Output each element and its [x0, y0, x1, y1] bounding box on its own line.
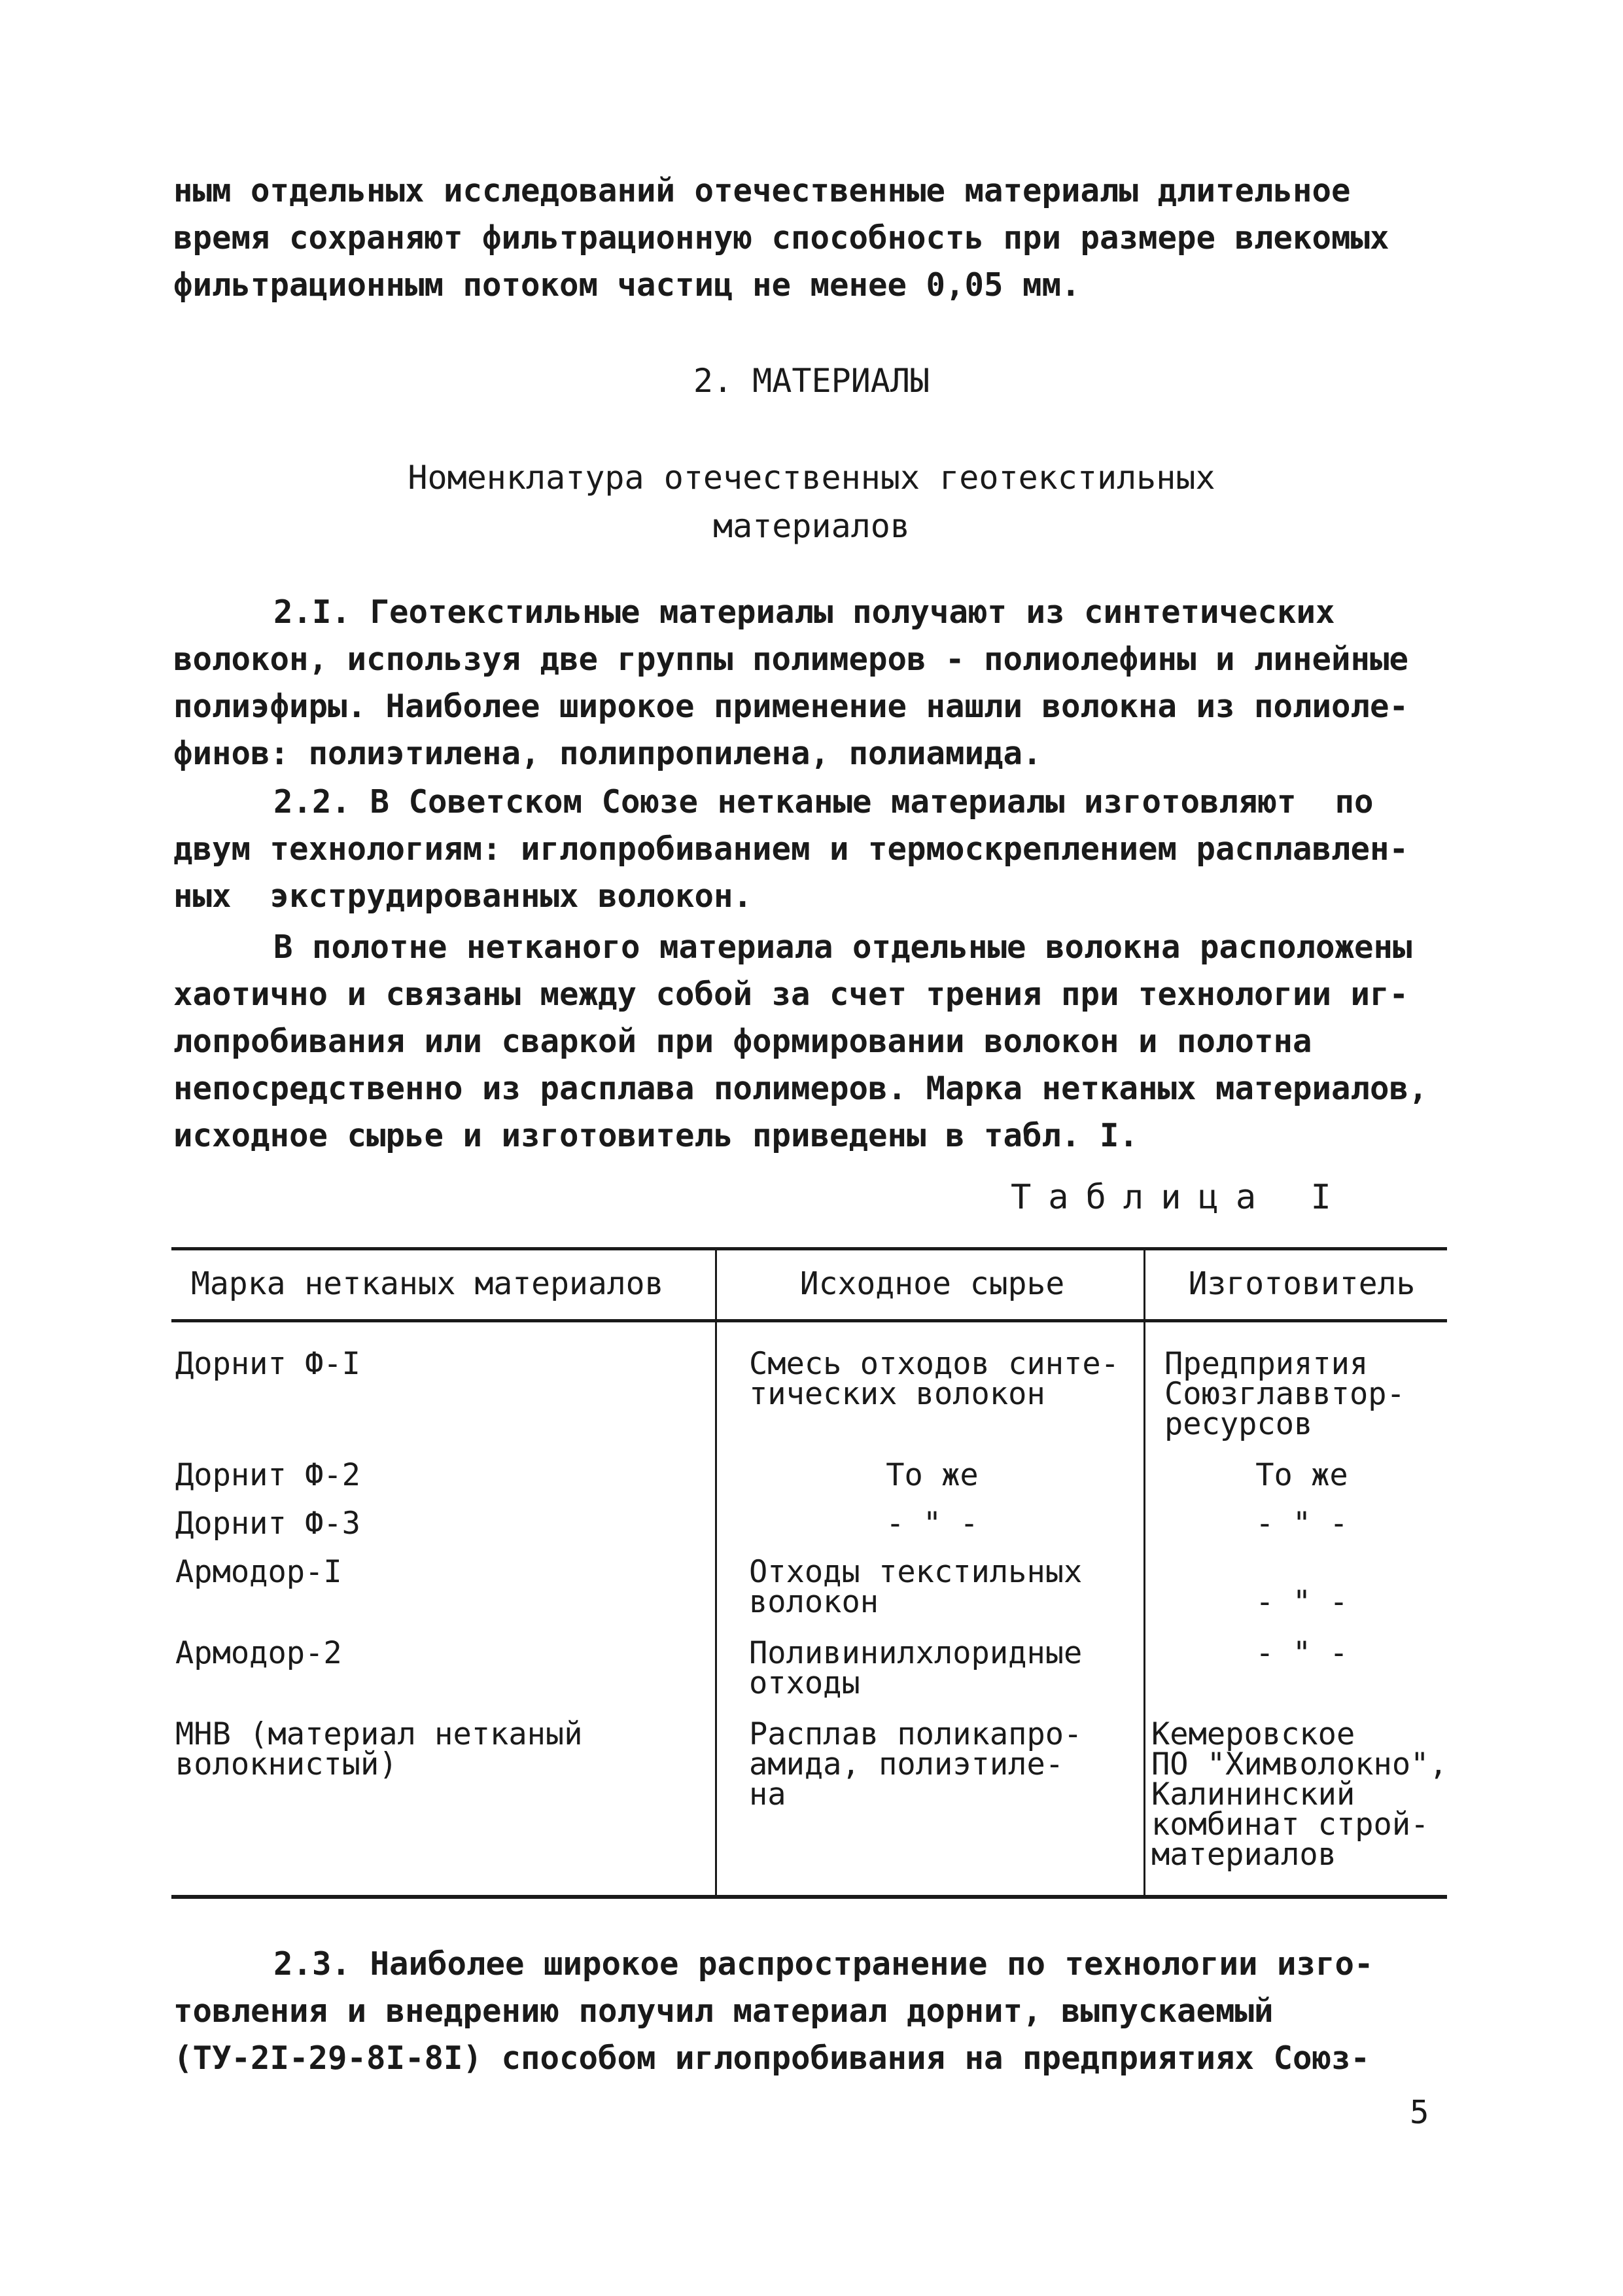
intro-line: ным отдельных исследований отечественные материалы длительное	[173, 172, 1351, 209]
paragraph-line: лопробивания или сваркой при формировании волокон и полотна	[173, 1023, 1312, 1060]
paragraph-line: двум технологиям: иглопробиванием и термоскреплением расплавлен-	[173, 830, 1409, 868]
table-cell-brand: Дорнит Ф-I	[175, 1346, 360, 1382]
table-bottom-rule	[171, 1895, 1447, 1899]
table-cell-material: Смесь отходов синте-	[749, 1346, 1119, 1382]
table-cell-maker: ресурсов	[1164, 1406, 1313, 1442]
table-cell-material: волокон	[749, 1584, 879, 1620]
table-column-divider	[715, 1247, 717, 1897]
paragraph-line: (ТУ-2I-29-8I-8I) способом иглопробивания на предприятиях Союз-	[173, 2040, 1370, 2077]
table-cell-brand: Армодор-I	[175, 1554, 342, 1590]
page-number: 5	[1410, 2094, 1429, 2131]
paragraph-line: непосредственно из расплава полимеров. Марка нетканых материалов,	[173, 1070, 1428, 1107]
intro-line: время сохраняют фильтрационную способность при размере влекомых	[173, 219, 1389, 256]
paragraph-line: 2.I. Геотекстильные материалы получают из синтетических	[273, 593, 1335, 631]
table-cell-brand: Дорнит Ф-2	[175, 1457, 360, 1493]
table-cell-maker: ПО "Химволокно",	[1151, 1746, 1448, 1782]
table-cell-material: Поливинилхлоридные	[749, 1635, 1083, 1671]
table-cell-maker: комбинат строй-	[1151, 1807, 1429, 1843]
table-cell-maker: Калининский	[1151, 1776, 1355, 1812]
table-cell-material: То же	[886, 1457, 979, 1493]
paragraph-line: исходное сырье и изготовитель приведены в табл. I.	[173, 1117, 1139, 1154]
table-cell-material: амида, полиэтиле-	[749, 1746, 1064, 1782]
table-cell-material: Расплав поликапро-	[749, 1716, 1083, 1752]
table-cell-brand: Дорнит Ф-3	[175, 1506, 360, 1542]
table-header-rule	[171, 1319, 1447, 1322]
table-header-brand: Марка нетканых материалов	[191, 1265, 664, 1302]
table-cell-material: тических волокон	[749, 1376, 1045, 1412]
table-cell-material: на	[749, 1776, 786, 1812]
table-cell-maker: - " -	[1255, 1635, 1348, 1671]
table-cell-material: отходы	[749, 1665, 860, 1701]
section-heading: 2. МАТЕРИАЛЫ	[693, 362, 930, 400]
section-subheading: Номенклатура отечественных геотекстильных	[408, 459, 1215, 497]
table-cell-material: - " -	[886, 1506, 979, 1542]
table-cell-maker: - " -	[1255, 1506, 1348, 1542]
section-subheading: материалов	[712, 507, 911, 545]
table-cell-maker: То же	[1255, 1457, 1348, 1493]
paragraph-line: товления и внедрению получил материал дорнит, выпускаемый	[173, 1992, 1274, 2030]
table-cell-maker: Кемеровское	[1151, 1716, 1355, 1752]
paragraph-line: ных экструдированных волокон.	[173, 877, 753, 915]
table-cell-maker: - " -	[1255, 1584, 1348, 1620]
table-top-rule	[171, 1247, 1447, 1250]
paragraph-line: финов: полиэтилена, полипропилена, полиамида.	[173, 735, 1042, 772]
intro-line: фильтрационным потоком частиц не менее 0,05 мм.	[173, 266, 1081, 304]
paragraph-line: полиэфиры. Наиболее широкое применение нашли волокна из полиоле-	[173, 688, 1409, 725]
table-cell-brand: волокнистый)	[175, 1746, 398, 1782]
table-cell-material: Отходы текстильных	[749, 1554, 1083, 1590]
table-cell-maker: Предприятия	[1164, 1346, 1369, 1382]
table-cell-maker: Союзглаввтор-	[1164, 1376, 1405, 1412]
paragraph-line: 2.2. В Советском Союзе нетканые материалы изготовляют по	[273, 783, 1374, 821]
paragraph-line: хаотично и связаны между собой за счет трения при технологии иг-	[173, 976, 1409, 1013]
paragraph-line: В полотне нетканого материала отдельные волокна расположены	[273, 928, 1412, 966]
table-header-material: Исходное сырье	[799, 1265, 1065, 1302]
paragraph-line: 2.3. Наиболее широкое распространение по технологии изго-	[273, 1945, 1374, 1983]
table-cell-brand: МНВ (материал нетканый	[175, 1716, 583, 1752]
table-cell-brand: Армодор-2	[175, 1635, 342, 1671]
table-title: Таблица I	[1011, 1178, 1348, 1217]
paragraph-line: волокон, используя две группы полимеров - полиолефины и линейные	[173, 641, 1409, 678]
table-column-divider	[1143, 1247, 1145, 1897]
table-cell-maker: материалов	[1151, 1837, 1336, 1873]
table-header-maker: Изготовитель	[1188, 1265, 1416, 1302]
